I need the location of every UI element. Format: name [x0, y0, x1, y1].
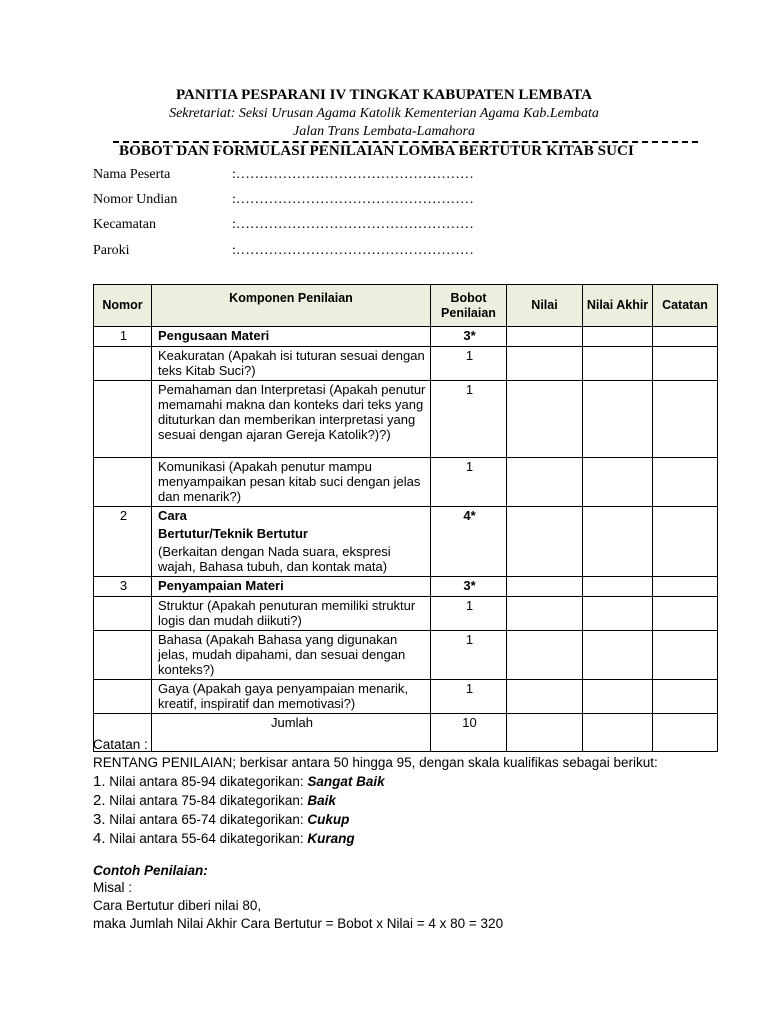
- header-nomor: Nomor: [94, 285, 152, 327]
- cell-bobot: 3*: [431, 577, 507, 597]
- list-text: Nilai antara 75-84 dikategorikan:: [109, 793, 308, 808]
- field-label: Nomor Undian: [93, 192, 178, 207]
- cell-nilai-akhir[interactable]: [583, 631, 653, 680]
- cell-bobot: 1: [431, 381, 507, 458]
- komponen-subtitle: Bertutur/Teknik Bertutur: [158, 526, 308, 541]
- catatan-label: Catatan :: [93, 737, 148, 752]
- field-label: Kecamatan: [93, 217, 156, 232]
- list-category: Sangat Baik: [307, 774, 385, 789]
- list-item: [93, 811, 349, 828]
- cell-komponen: Pengusaan Materi: [152, 327, 431, 347]
- field-blank[interactable]: :……………………………………………: [232, 192, 474, 207]
- field-blank[interactable]: :……………………………………………: [232, 217, 474, 232]
- cell-komponen: Komunikasi (Apakah penutur mampu menyampaikan pesan kitab suci dengan jelas dan menarik?): [152, 458, 431, 507]
- list-number: 3.: [93, 811, 106, 828]
- cell-nilai-akhir[interactable]: [583, 458, 653, 507]
- cell-catatan[interactable]: [653, 577, 718, 597]
- cell-nomor: 1: [94, 327, 152, 347]
- table-row: [94, 631, 718, 680]
- total-bobot: 10: [431, 714, 507, 752]
- list-category: Cukup: [307, 812, 350, 827]
- example-line: maka Jumlah Nilai Akhir Cara Bertutur = Bobot x Nilai = 4 x 80 = 320: [93, 916, 504, 931]
- cell-catatan[interactable]: [653, 680, 718, 714]
- cell-nilai-akhir[interactable]: [583, 597, 653, 631]
- cell-bobot: 1: [431, 680, 507, 714]
- cell-nilai[interactable]: [507, 577, 583, 597]
- table-row: [94, 458, 718, 507]
- list-number: 4.: [93, 830, 106, 847]
- cell-bobot: 1: [431, 458, 507, 507]
- cell-nomor: [94, 597, 152, 631]
- table-row: [94, 327, 718, 347]
- list-category: Baik: [307, 793, 336, 808]
- cell-nomor: [94, 381, 152, 458]
- cell-nomor: 3: [94, 577, 152, 597]
- cell-nilai[interactable]: [507, 680, 583, 714]
- komponen-title: Cara: [158, 508, 187, 523]
- table-row: [94, 597, 718, 631]
- cell-komponen: Gaya (Apakah gaya penyampaian menarik, kreatif, inspiratif dan memotivasi?): [152, 680, 431, 714]
- cell-bobot: 1: [431, 631, 507, 680]
- cell-komponen: Struktur (Apakah penuturan memiliki struktur logis dan mudah diikuti?): [152, 597, 431, 631]
- form-title: BOBOT DAN FORMULASI PENILAIAN LOMBA BERTUTUR KITAB SUCI: [119, 143, 634, 159]
- field-blank[interactable]: :……………………………………………: [232, 167, 474, 182]
- cell-catatan[interactable]: [653, 714, 718, 752]
- cell-nilai-akhir[interactable]: [583, 714, 653, 752]
- cell-nilai[interactable]: [507, 381, 583, 458]
- cell-bobot: 1: [431, 597, 507, 631]
- cell-nomor: [94, 458, 152, 507]
- cell-nilai-akhir[interactable]: [583, 381, 653, 458]
- cell-komponen: Penyampaian Materi: [152, 577, 431, 597]
- cell-catatan[interactable]: [653, 347, 718, 381]
- cell-bobot: 4*: [431, 507, 507, 577]
- header-catatan: Catatan: [653, 285, 718, 327]
- cell-nilai[interactable]: [507, 347, 583, 381]
- address-line: Jalan Trans Lembata-Lamahora: [292, 124, 476, 139]
- list-text: Nilai antara 85-94 dikategorikan:: [109, 774, 308, 789]
- table-total-row: [94, 714, 718, 752]
- list-number: 1.: [93, 773, 106, 790]
- cell-nomor: 2: [94, 507, 152, 577]
- header-nilai-akhir: Nilai Akhir: [583, 285, 653, 327]
- organization-title: PANITIA PESPARANI IV TINGKAT KABUPATEN LEMBATA: [175, 87, 593, 103]
- cell-nilai-akhir[interactable]: [583, 347, 653, 381]
- cell-nilai-akhir[interactable]: [583, 577, 653, 597]
- field-label: Nama Peserta: [93, 167, 171, 182]
- cell-nilai-akhir[interactable]: [583, 327, 653, 347]
- list-item: [93, 830, 355, 847]
- cell-nilai[interactable]: [507, 327, 583, 347]
- cell-bobot: 1: [431, 347, 507, 381]
- header-bobot: Bobot Penilaian: [431, 285, 507, 327]
- field-label: Paroki: [93, 243, 130, 258]
- list-number: 2.: [93, 792, 106, 809]
- example-title: Contoh Penilaian:: [93, 863, 208, 878]
- cell-nilai[interactable]: [507, 714, 583, 752]
- cell-nomor: [94, 631, 152, 680]
- header-komponen: Komponen Penilaian: [152, 285, 431, 327]
- table-row: [94, 507, 718, 577]
- table-row: [94, 577, 718, 597]
- cell-catatan[interactable]: [653, 597, 718, 631]
- cell-catatan[interactable]: [653, 631, 718, 680]
- list-text: Nilai antara 55-64 dikategorikan:: [109, 831, 308, 846]
- cell-komponen: Pemahaman dan Interpretasi (Apakah penutur memamahi makna dan konteks dari teks yang dituturkan dan memberikan interpretasi yang sesuai dengan ajaran Gereja Katolik?)?): [152, 381, 431, 458]
- cell-nilai-akhir[interactable]: [583, 680, 653, 714]
- cell-komponen: Bahasa (Apakah Bahasa yang digunakan jelas, mudah dipahami, dan sesuai dengan konteks?): [152, 631, 431, 680]
- table-row: [94, 680, 718, 714]
- cell-komponen: [152, 507, 431, 577]
- cell-nilai[interactable]: [507, 458, 583, 507]
- cell-nomor: [94, 347, 152, 381]
- header-nilai: Nilai: [507, 285, 583, 327]
- cell-nilai[interactable]: [507, 507, 583, 577]
- table-row: [94, 347, 718, 381]
- cell-bobot: 3*: [431, 327, 507, 347]
- example-line: Cara Bertutur diberi nilai 80,: [93, 898, 262, 913]
- range-text: RENTANG PENILAIAN; berkisar antara 50 hingga 95, dengan skala kualifikas sebagai berikut:: [93, 755, 658, 770]
- list-item: [93, 773, 385, 790]
- cell-catatan[interactable]: [653, 327, 718, 347]
- list-item: [93, 792, 336, 809]
- table-row: [94, 381, 718, 458]
- cell-nomor: [94, 680, 152, 714]
- example-line: Misal :: [93, 880, 133, 895]
- list-category: Kurang: [307, 831, 355, 846]
- cell-komponen: Keakuratan (Apakah isi tuturan sesuai dengan teks Kitab Suci?): [152, 347, 431, 381]
- cell-catatan[interactable]: [653, 381, 718, 458]
- cell-nilai[interactable]: [507, 597, 583, 631]
- total-label: Jumlah: [152, 714, 431, 752]
- scoring-table: [93, 284, 718, 752]
- cell-nilai-akhir[interactable]: [583, 507, 653, 577]
- cell-nilai[interactable]: [507, 631, 583, 680]
- table-header-row: [94, 285, 718, 327]
- list-text: Nilai antara 65-74 dikategorikan:: [109, 812, 308, 827]
- secretariat-line: Sekretariat: Seksi Urusan Agama Katolik Kementerian Agama Kab.Lembata: [169, 106, 599, 121]
- field-blank[interactable]: :……………………………………………: [232, 243, 474, 258]
- komponen-note: (Berkaitan dengan Nada suara, ekspresi wajah, Bahasa tubuh, dan kontak mata): [158, 544, 391, 574]
- cell-catatan[interactable]: [653, 458, 718, 507]
- cell-catatan[interactable]: [653, 507, 718, 577]
